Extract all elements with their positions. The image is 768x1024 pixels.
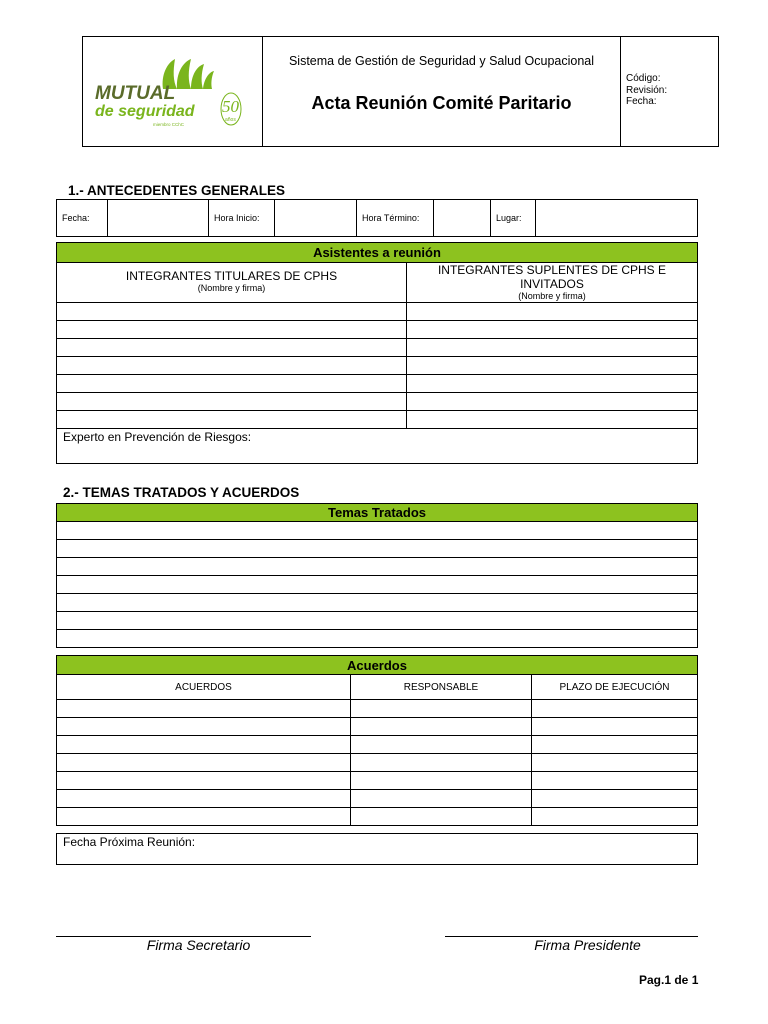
responsible-cell[interactable]: [351, 736, 532, 754]
responsible-cell[interactable]: [351, 790, 532, 808]
col-plazo: PLAZO DE EJECUCIÓN: [532, 675, 698, 700]
next-meeting-field[interactable]: Fecha Próxima Reunión:: [57, 834, 698, 865]
topic-row[interactable]: [57, 522, 698, 540]
place-label: Lugar:: [491, 200, 536, 237]
suplentes-header: INTEGRANTES SUPLENTES DE CPHS E INVITADOS (Nombre y firma): [407, 263, 698, 303]
svg-text:de seguridad: de seguridad: [95, 103, 195, 120]
col-responsable: RESPONSABLE: [351, 675, 532, 700]
agreement-cell[interactable]: [57, 790, 351, 808]
secretary-signature-label: Firma Secretario: [146, 937, 251, 953]
responsible-cell[interactable]: [351, 700, 532, 718]
page-number: Pag.1 de 1: [639, 973, 699, 987]
topic-row[interactable]: [57, 540, 698, 558]
suplente-row[interactable]: [407, 339, 698, 357]
titulares-header: INTEGRANTES TITULARES DE CPHS (Nombre y firma): [57, 263, 407, 303]
deadline-cell[interactable]: [532, 718, 698, 736]
document-header: [82, 36, 719, 147]
meta-date: Fecha:: [626, 96, 657, 107]
titular-row[interactable]: [57, 303, 407, 321]
president-signature-label: Firma Presidente: [534, 937, 641, 953]
agreements-table: [56, 655, 698, 826]
titular-row[interactable]: [57, 357, 407, 375]
document-meta: [621, 37, 718, 146]
titular-row[interactable]: [57, 375, 407, 393]
suplente-row[interactable]: [407, 303, 698, 321]
header-title-cell: [263, 37, 621, 146]
topic-row[interactable]: [57, 594, 698, 612]
responsible-cell[interactable]: [351, 772, 532, 790]
deadline-cell[interactable]: [532, 772, 698, 790]
deadline-cell[interactable]: [532, 754, 698, 772]
topic-row[interactable]: [57, 630, 698, 648]
meta-revision: Revisión:: [626, 84, 668, 96]
deadline-cell[interactable]: [532, 808, 698, 826]
titular-row[interactable]: [57, 339, 407, 357]
document-title: Acta Reunión Comité Paritario: [311, 93, 572, 113]
agreement-cell[interactable]: [57, 772, 351, 790]
col-acuerdos: ACUERDOS: [57, 675, 351, 700]
responsible-cell[interactable]: [351, 808, 532, 826]
responsible-cell[interactable]: [351, 754, 532, 772]
agreement-cell[interactable]: [57, 808, 351, 826]
svg-text:MUTUAL: MUTUAL: [95, 83, 176, 104]
svg-text:miembro CChC: miembro CChC: [153, 122, 185, 127]
deadline-cell[interactable]: [532, 736, 698, 754]
topic-row[interactable]: [57, 576, 698, 594]
agreement-cell[interactable]: [57, 700, 351, 718]
deadline-cell[interactable]: [532, 700, 698, 718]
place-field[interactable]: [536, 200, 698, 237]
svg-text:50: 50: [222, 97, 239, 116]
company-logo: [83, 37, 263, 146]
suplente-row[interactable]: [407, 393, 698, 411]
next-meeting-table: [56, 833, 698, 865]
date-label: Fecha:: [57, 200, 108, 237]
start-time-field[interactable]: [275, 200, 357, 237]
topics-table: [56, 503, 698, 648]
attendees-table: [56, 242, 698, 464]
agreement-cell[interactable]: [57, 736, 351, 754]
end-time-label: Hora Término:: [357, 200, 434, 237]
suplente-row[interactable]: [407, 321, 698, 339]
date-field[interactable]: [108, 200, 209, 237]
topic-row[interactable]: [57, 558, 698, 576]
system-name: Sistema de Gestión de Seguridad y Salud Ocupacional: [288, 54, 595, 68]
deadline-cell[interactable]: [532, 790, 698, 808]
titular-row[interactable]: [57, 393, 407, 411]
topic-row[interactable]: [57, 612, 698, 630]
section1-title: 1.- ANTECEDENTES GENERALES: [68, 183, 286, 198]
general-info-table: [56, 199, 698, 237]
titular-row[interactable]: [57, 321, 407, 339]
suplente-row[interactable]: [407, 375, 698, 393]
section2-title: 2.- TEMAS TRATADOS Y ACUERDOS: [63, 485, 300, 500]
svg-text:años: años: [225, 117, 236, 123]
titular-row[interactable]: [57, 411, 407, 429]
suplente-row[interactable]: [407, 411, 698, 429]
agreement-cell[interactable]: [57, 754, 351, 772]
responsible-cell[interactable]: [351, 718, 532, 736]
suplente-row[interactable]: [407, 357, 698, 375]
expert-field[interactable]: Experto en Prevención de Riesgos:: [57, 429, 698, 464]
agreement-cell[interactable]: [57, 718, 351, 736]
end-time-field[interactable]: [434, 200, 491, 237]
agreements-title: Acuerdos: [57, 656, 698, 675]
mutual-logo-icon: [83, 37, 263, 148]
meta-code: Código:: [626, 73, 661, 84]
start-time-label: Hora Inicio:: [209, 200, 275, 237]
topics-title: Temas Tratados: [57, 504, 698, 522]
attendees-title: Asistentes a reunión: [57, 243, 698, 263]
